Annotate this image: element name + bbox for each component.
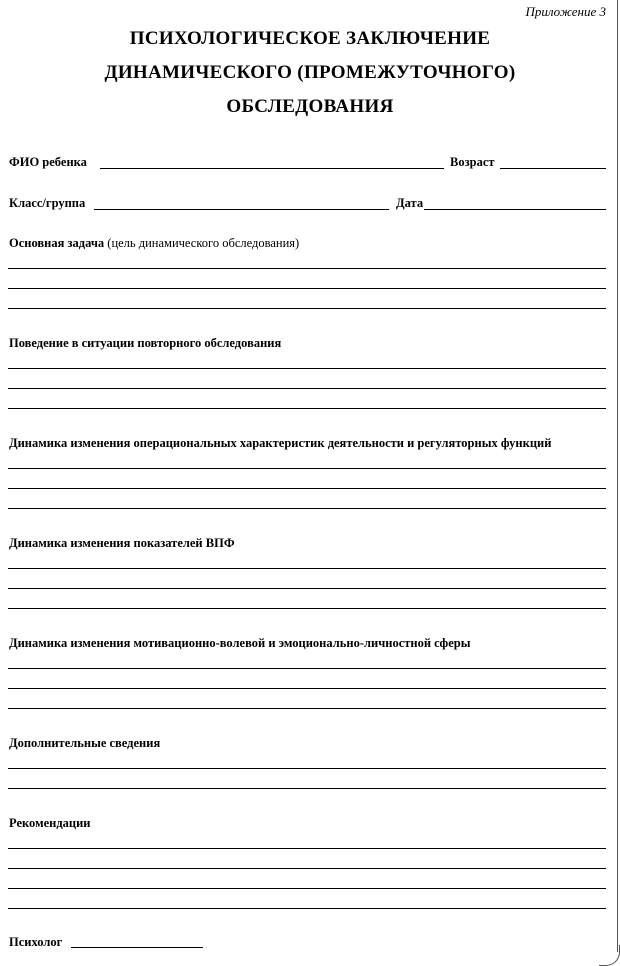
behavior-line-1[interactable] [8, 368, 606, 369]
main-task-note: (цель динамического обследования) [107, 236, 300, 250]
vpf-line-3[interactable] [8, 608, 606, 609]
appendix-label: Приложение 3 [525, 4, 606, 19]
title-line-3: ОБСЛЕДОВАНИЯ [226, 96, 394, 117]
vpf-line-2[interactable] [8, 588, 606, 589]
behavior-line-2[interactable] [8, 388, 606, 389]
main-task-heading [9, 236, 299, 251]
vpf-heading: Динамика изменения показателей ВПФ [9, 536, 235, 550]
recommendations-line-3[interactable] [8, 888, 606, 889]
fio-field[interactable] [100, 168, 444, 169]
age-field[interactable] [500, 168, 606, 169]
page-border [617, 0, 618, 952]
age-label: Возраст [450, 155, 495, 169]
additional-heading: Дополнительные сведения [9, 736, 161, 750]
class-label: Класс/группа [9, 196, 86, 210]
class-field[interactable] [94, 209, 389, 210]
recommendations-heading: Рекомендации [9, 816, 91, 830]
psychologist-label: Психолог [9, 935, 63, 949]
page-corner-curl [599, 945, 620, 966]
motivational-line-1[interactable] [8, 668, 606, 669]
title-line-1: ПСИХОЛОГИЧЕСКОЕ ЗАКЛЮЧЕНИЕ [129, 28, 491, 49]
date-label: Дата [396, 196, 424, 210]
motivational-line-3[interactable] [8, 708, 606, 709]
motivational-line-2[interactable] [8, 688, 606, 689]
motivational-heading: Динамика изменения мотивационно-волевой и эмоционально-личностной сферы [9, 636, 471, 650]
operational-line-1[interactable] [8, 468, 606, 469]
fio-label: ФИО ребенка [9, 155, 87, 169]
main-task-line-3[interactable] [8, 308, 606, 309]
recommendations-line-2[interactable] [8, 868, 606, 869]
operational-line-2[interactable] [8, 488, 606, 489]
main-task-line-1[interactable] [8, 268, 606, 269]
operational-heading: Динамика изменения операциональных характеристик деятельности и регуляторных функций [9, 436, 552, 450]
behavior-heading: Поведение в ситуации повторного обследования [9, 336, 282, 350]
main-task-line-2[interactable] [8, 288, 606, 289]
additional-line-1[interactable] [8, 768, 606, 769]
operational-line-3[interactable] [8, 508, 606, 509]
date-field[interactable] [424, 209, 606, 210]
psychologist-signature-field[interactable] [71, 947, 203, 948]
behavior-line-3[interactable] [8, 408, 606, 409]
title-line-2: ДИНАМИЧЕСКОГО (ПРОМЕЖУТОЧНОГО) [104, 62, 516, 83]
vpf-line-1[interactable] [8, 568, 606, 569]
recommendations-line-1[interactable] [8, 848, 606, 849]
recommendations-line-4[interactable] [8, 908, 606, 909]
additional-line-2[interactable] [8, 788, 606, 789]
main-task-label: Основная задача [9, 236, 105, 250]
